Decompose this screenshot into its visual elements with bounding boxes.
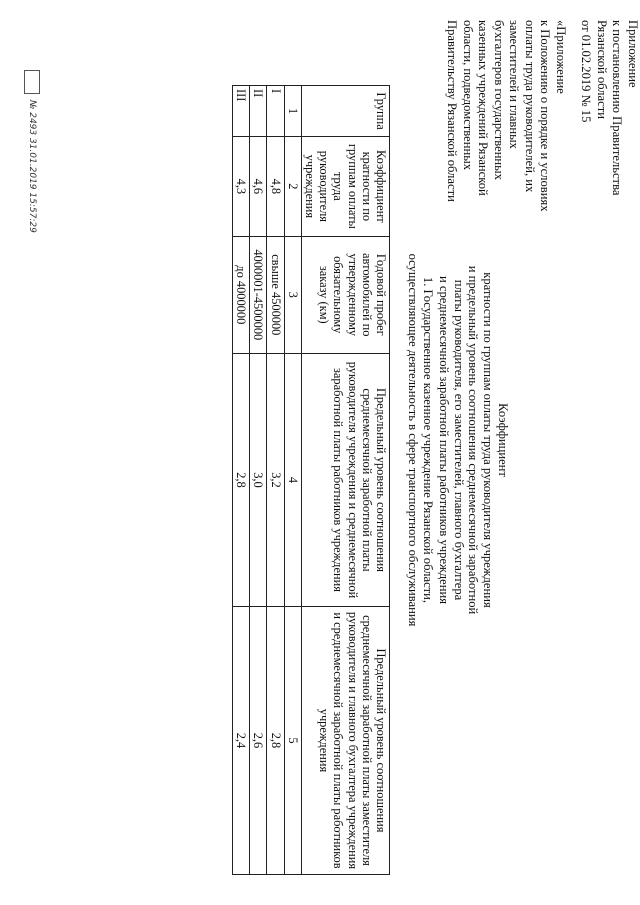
header-cell: Предельный уровень соотношения среднемесячной заработной платы руководителя учреждения и среднемесячной заработной платы работников учреждения <box>301 354 389 607</box>
table-cell: 4000001-4500000 <box>250 236 267 353</box>
appendix-header-block <box>578 20 640 235</box>
appendix-subline: казенных учреждений Рязанской <box>476 20 491 196</box>
header-cell: Коэффициент кратности по группам оплаты труда руководителя учреждения <box>301 137 389 236</box>
title-line: и среднемесячной заработной платы работников учреждения <box>436 275 451 605</box>
appendix-subline: «Приложение <box>554 20 568 94</box>
colnum-cell: 1 <box>284 86 301 137</box>
appendix-subline: к Положению о порядке и условиях <box>538 20 553 212</box>
appendix-subline: Правительству Рязанской области <box>445 20 460 202</box>
appendix-line: от 01.02.2019 № 15 <box>579 20 594 123</box>
table-row <box>232 86 249 875</box>
registration-stamp <box>24 70 40 94</box>
table-row <box>250 86 267 875</box>
colnum-cell: 4 <box>284 354 301 607</box>
table-cell: 4,6 <box>250 137 267 236</box>
title-line: кратности по группам оплаты труда руководителя учреждения <box>481 272 496 608</box>
table-cell: 4,3 <box>232 137 249 236</box>
appendix-subline: области, подведомственных <box>461 20 475 170</box>
table-cell: 4,8 <box>267 137 284 236</box>
appendix-subheader-block <box>444 20 568 235</box>
colnum-cell: 2 <box>284 137 301 236</box>
appendix-subline: оплаты труда руководителей, их <box>523 20 537 193</box>
table-cell: 2,8 <box>232 354 249 607</box>
table-row <box>267 86 284 875</box>
section-heading <box>405 250 435 630</box>
appendix-line: Рязанской области <box>595 20 609 119</box>
table-cell: 2,8 <box>267 606 284 874</box>
header-cell: Предельный уровень соотношения среднемесячной заработной платы заместителя руководителя и главного бухгалтера учреждения и среднемесячной заработной платы работников учреждения <box>301 606 389 874</box>
section-line: 1. Государственное казенное учреждение Рязанской области, <box>421 276 435 604</box>
section-line: осуществляющее деятельность в сфере транспортного обслуживания <box>406 253 421 627</box>
colnum-cell: 5 <box>284 606 301 874</box>
table-cell: 3,0 <box>250 354 267 607</box>
table-cell: 3,2 <box>267 354 284 607</box>
appendix-header <box>444 20 640 235</box>
title-line: и предельный уровень соотношения среднемесячной заработной <box>466 265 481 615</box>
table-cell: до 4000000 <box>232 236 249 353</box>
appendix-line: к постановлению Правительства <box>610 20 625 196</box>
registration-mark: № 2493 31.01.2019 15:57:29 <box>27 100 37 233</box>
table-header-row <box>301 86 389 875</box>
group-cell: III <box>232 86 249 137</box>
header-cell: Годовой пробег автомобилей по утвержденному обязательному заказу (км) <box>301 236 389 353</box>
table-cell: свыше 4500000 <box>267 236 284 353</box>
table-colnum-row <box>284 86 301 875</box>
title-heading: Коэффициент <box>496 403 510 477</box>
header-cell: Группа <box>301 86 389 137</box>
title-block <box>436 250 510 630</box>
group-cell: I <box>267 86 284 137</box>
colnum-cell: 3 <box>284 236 301 353</box>
title-line: платы руководителя, его заместителей, главного бухгалтера <box>451 279 466 601</box>
group-cell: II <box>250 86 267 137</box>
appendix-line: Приложение <box>626 20 640 88</box>
coefficient-table <box>232 85 390 875</box>
appendix-subline: заместителей и главных <box>507 20 522 149</box>
table-cell: 2,4 <box>232 606 249 874</box>
table-cell: 2,6 <box>250 606 267 874</box>
appendix-subline: бухгалтеров государственных <box>492 20 506 180</box>
